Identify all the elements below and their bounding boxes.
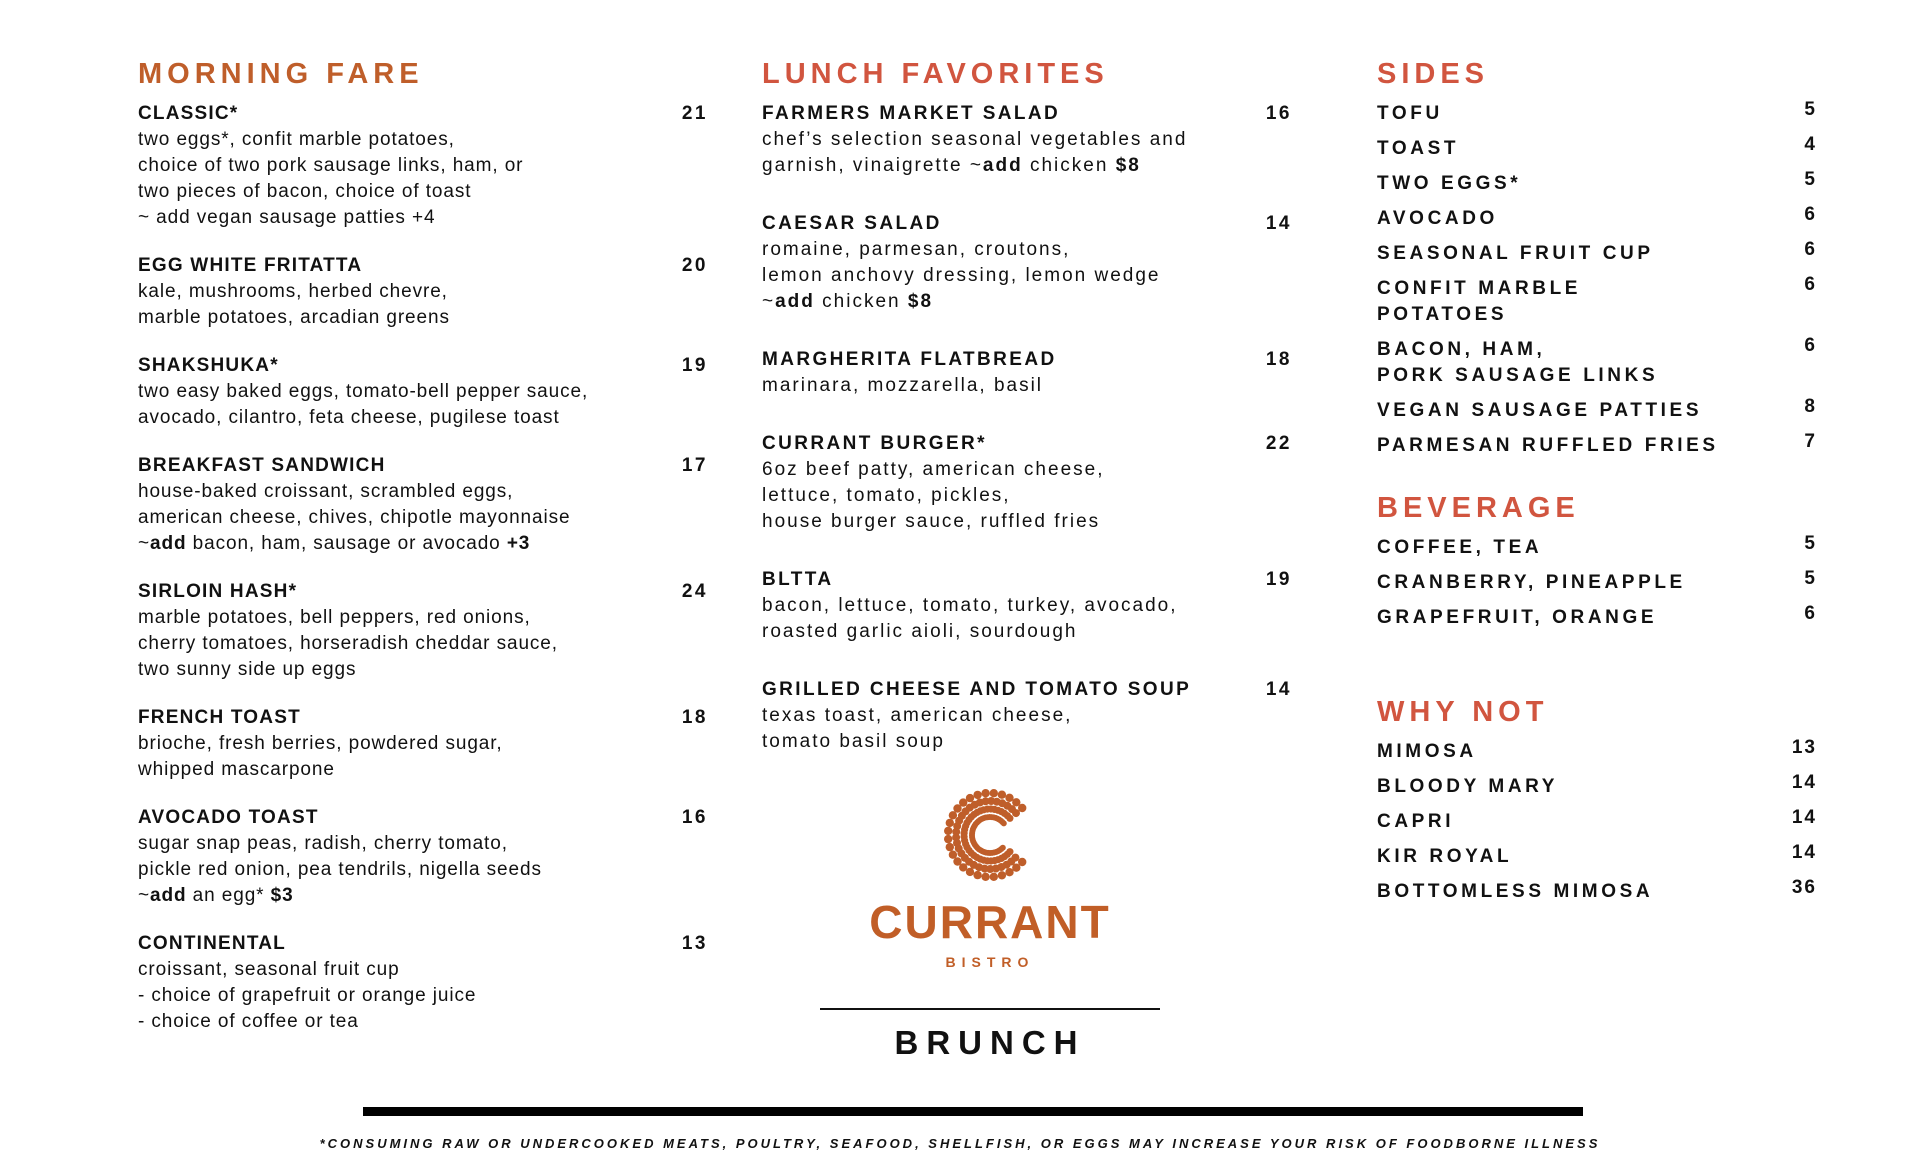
lunch-items (762, 101, 1292, 755)
why-not-items (1377, 739, 1817, 905)
addon-prefix: ~ (138, 533, 150, 554)
logo-dot (973, 871, 981, 879)
item-description: ~ add vegan sausage patties +4 (138, 207, 436, 228)
item-description: house-baked croissant, scrambled eggs, (138, 481, 514, 502)
menu-item (138, 805, 708, 909)
logo-subtitle: BISTRO (945, 954, 1035, 970)
addon-keyword: add (150, 885, 187, 906)
item-description: kale, mushrooms, herbed chevre, (138, 281, 448, 302)
side-item (1377, 337, 1817, 389)
currant-dots-logo-icon (940, 780, 1040, 890)
side-price: 5 (1804, 99, 1817, 120)
item-price: 14 (1265, 213, 1292, 234)
side-price: 7 (1804, 431, 1817, 452)
side-item (1377, 433, 1817, 459)
section-title-morning-fare: MORNING FARE (138, 58, 424, 90)
side-price: 8 (1804, 396, 1817, 417)
logo-dot (990, 873, 998, 881)
sides-items (1377, 101, 1817, 459)
side-name: KIR ROYAL (1377, 846, 1513, 867)
side-price: 14 (1791, 807, 1817, 828)
item-description: - choice of grapefruit or orange juice (138, 985, 477, 1006)
menu-item (138, 353, 708, 431)
logo-dot (953, 804, 961, 812)
menu-item (138, 453, 708, 557)
side-name: CONFIT MARBLE POTATOES (1377, 278, 1582, 325)
menu-item (138, 253, 708, 331)
item-description: two sunny side up eggs (138, 659, 357, 680)
item-price: 24 (681, 581, 708, 602)
side-price: 6 (1804, 274, 1817, 295)
item-description: sugar snap peas, radish, cherry tomato, (138, 833, 508, 854)
item-description: avocado, cilantro, feta cheese, pugilese toast (138, 407, 560, 428)
item-description: - choice of coffee or tea (138, 1011, 359, 1032)
logo-dot (981, 789, 989, 797)
section-title-sides: SIDES (1377, 58, 1490, 90)
item-addon (138, 883, 708, 909)
item-description: two pieces of bacon, choice of toast (138, 181, 472, 202)
item-description: american cheese, chives, chipotle mayonnaise (138, 507, 571, 528)
item-description: tomato basil soup (762, 731, 945, 752)
side-name: VEGAN SAUSAGE PATTIES (1377, 400, 1703, 421)
side-price: 5 (1804, 169, 1817, 190)
footer-disclaimer: *CONSUMING RAW OR UNDERCOOKED MEATS, POULTRY, SEAFOOD, SHELLFISH, OR EGGS MAY INCREASE YOUR RISK OF FOODBORNE ILLNESS (319, 1136, 1601, 1151)
side-name: BLOODY MARY (1377, 776, 1559, 797)
item-price: 19 (681, 355, 708, 376)
item-name: FRENCH TOAST (138, 707, 301, 728)
addon-prefix: ~ (762, 291, 776, 312)
side-price: 14 (1791, 772, 1817, 793)
side-price: 6 (1804, 239, 1817, 260)
logo-dot (1000, 845, 1006, 851)
side-name: CAPRI (1377, 811, 1455, 832)
item-description: croissant, seasonal fruit cup (138, 959, 400, 980)
side-item (1377, 879, 1817, 905)
addon-prefix: garnish, vinaigrette ~ (762, 155, 983, 176)
menu-item (138, 101, 708, 231)
menu-item (138, 931, 708, 1035)
side-name: TWO EGGS* (1377, 173, 1522, 194)
menu-item (762, 347, 1292, 399)
menu-item (138, 705, 708, 783)
side-item (1377, 739, 1817, 765)
item-price: 17 (681, 455, 708, 476)
logo-dot (981, 873, 989, 881)
logo-dot (949, 811, 957, 819)
item-name: MARGHERITA FLATBREAD (762, 349, 1057, 370)
logo-dot (1011, 854, 1019, 862)
side-item (1377, 844, 1817, 870)
side-item (1377, 605, 1817, 631)
addon-keyword: add (775, 291, 815, 312)
side-name: AVOCADO (1377, 208, 1498, 229)
addon-price: $8 (1115, 155, 1141, 176)
side-price: 4 (1804, 134, 1817, 155)
section-title-beverage: BEVERAGE (1377, 492, 1580, 524)
menu-item (762, 101, 1292, 179)
side-item (1377, 276, 1817, 328)
item-description: bacon, lettuce, tomato, turkey, avocado, (762, 595, 1178, 616)
item-price: 18 (681, 707, 708, 728)
item-name: EGG WHITE FRITATTA (138, 255, 363, 276)
menu-item (762, 567, 1292, 645)
item-addon (762, 153, 1292, 179)
morning-items (138, 101, 708, 1035)
logo-dot (949, 851, 957, 859)
item-name: CLASSIC* (138, 103, 239, 124)
logo-dot (990, 789, 998, 797)
sides-drinks-column (1377, 55, 1817, 914)
item-price: 19 (1265, 569, 1292, 590)
section-title-lunch-favorites: LUNCH FAVORITES (762, 58, 1109, 90)
item-addon (138, 531, 708, 557)
item-name: CONTINENTAL (138, 933, 286, 954)
item-name: GRILLED CHEESE AND TOMATO SOUP (762, 679, 1192, 700)
item-description: roasted garlic aioli, sourdough (762, 621, 1078, 642)
side-item (1377, 774, 1817, 800)
addon-text: bacon, ham, sausage or avocado (186, 533, 507, 554)
side-item (1377, 535, 1817, 561)
item-name: FARMERS MARKET SALAD (762, 103, 1061, 124)
side-price: 36 (1791, 877, 1817, 898)
item-description: 6oz beef patty, american cheese, (762, 459, 1105, 480)
item-name: SIRLOIN HASH* (138, 581, 298, 602)
divider-line (820, 1008, 1160, 1010)
side-name: GRAPEFRUIT, ORANGE (1377, 607, 1658, 628)
item-name: AVOCADO TOAST (138, 807, 319, 828)
menu-item (762, 211, 1292, 315)
side-name: TOFU (1377, 103, 1443, 124)
item-description: cherry tomatoes, horseradish cheddar sauce, (138, 633, 558, 654)
beverage-items (1377, 535, 1817, 631)
section-title-why-not: WHY NOT (1377, 696, 1549, 728)
logo-dot (1005, 794, 1013, 802)
item-price: 22 (1265, 433, 1292, 454)
side-name: BOTTOMLESS MIMOSA (1377, 881, 1654, 902)
addon-price: +3 (506, 533, 531, 554)
logo-wordmark: CURRANT (869, 896, 1111, 948)
logo-dot (1018, 858, 1026, 866)
side-item (1377, 241, 1817, 267)
logo-dot (946, 843, 954, 851)
side-item (1377, 101, 1817, 127)
logo-dot (998, 791, 1006, 799)
currant-bistro-logo (820, 780, 1160, 970)
item-price: 16 (1265, 103, 1292, 124)
side-name: PARMESAN RUFFLED FRIES (1377, 435, 1719, 456)
side-item (1377, 809, 1817, 835)
side-item (1377, 206, 1817, 232)
logo-dot (966, 868, 974, 876)
item-name: BREAKFAST SANDWICH (138, 455, 386, 476)
logo-dot (973, 791, 981, 799)
item-price: 21 (681, 103, 708, 124)
item-description: two eggs*, confit marble potatoes, (138, 129, 455, 150)
side-price: 13 (1791, 737, 1817, 758)
side-price: 14 (1791, 842, 1817, 863)
item-addon (762, 289, 1292, 315)
side-name: CRANBERRY, PINEAPPLE (1377, 572, 1686, 593)
side-item (1377, 171, 1817, 197)
menu-item (762, 677, 1292, 755)
item-price: 20 (681, 255, 708, 276)
addon-price: $8 (907, 291, 934, 312)
item-name: CAESAR SALAD (762, 213, 942, 234)
item-description: two easy baked eggs, tomato-bell pepper sauce, (138, 381, 589, 402)
item-price: 13 (681, 933, 708, 954)
side-name: BACON, HAM, PORK SAUSAGE LINKS (1377, 339, 1659, 386)
item-description: lemon anchovy dressing, lemon wedge (762, 265, 1161, 286)
item-description: pickle red onion, pea tendrils, nigella seeds (138, 859, 542, 880)
item-name: BLTTA (762, 569, 834, 590)
side-name: SEASONAL FRUIT CUP (1377, 243, 1654, 264)
item-description: brioche, fresh berries, powdered sugar, (138, 733, 503, 754)
side-name: TOAST (1377, 138, 1460, 159)
lunch-favorites-column (762, 55, 1292, 787)
addon-text: an egg* (186, 885, 271, 906)
logo-dot (1006, 848, 1013, 855)
menu-name: BRUNCH (894, 1024, 1086, 1061)
item-description: chef’s selection seasonal vegetables and (762, 129, 1188, 150)
addon-keyword: add (982, 155, 1023, 176)
addon-prefix: ~ (138, 885, 150, 906)
item-price: 18 (1265, 349, 1292, 370)
logo-dot (944, 827, 952, 835)
item-price: 14 (1265, 679, 1292, 700)
side-price: 6 (1804, 204, 1817, 225)
morning-fare-column (138, 55, 708, 1057)
addon-text: chicken (814, 291, 908, 312)
item-name: CURRANT BURGER* (762, 433, 987, 454)
footer-bar (363, 1107, 1583, 1116)
item-name: SHAKSHUKA* (138, 355, 279, 376)
item-description: romaine, parmesan, croutons, (762, 239, 1071, 260)
side-price: 5 (1804, 533, 1817, 554)
item-price: 16 (681, 807, 708, 828)
side-name: MIMOSA (1377, 741, 1477, 762)
side-item (1377, 136, 1817, 162)
item-description: marble potatoes, arcadian greens (138, 307, 450, 328)
item-description: house burger sauce, ruffled fries (762, 511, 1101, 532)
side-price: 6 (1804, 603, 1817, 624)
item-description: texas toast, american cheese, (762, 705, 1073, 726)
menu-item (138, 579, 708, 683)
side-price: 5 (1804, 568, 1817, 589)
addon-text: chicken (1022, 155, 1116, 176)
item-description: marble potatoes, bell peppers, red onions, (138, 607, 531, 628)
side-item (1377, 398, 1817, 424)
logo-dot (998, 871, 1006, 879)
logo-dot (944, 835, 952, 843)
item-description: choice of two pork sausage links, ham, or (138, 155, 524, 176)
side-name: COFFEE, TEA (1377, 537, 1543, 558)
addon-price: $3 (270, 885, 294, 906)
item-description: lettuce, tomato, pickles, (762, 485, 1011, 506)
side-item (1377, 570, 1817, 596)
addon-keyword: add (150, 533, 187, 554)
menu-item (762, 431, 1292, 535)
side-price: 6 (1804, 335, 1817, 356)
item-description: whipped mascarpone (138, 759, 335, 780)
item-description: marinara, mozzarella, basil (762, 375, 1044, 396)
logo-dot (946, 819, 954, 827)
